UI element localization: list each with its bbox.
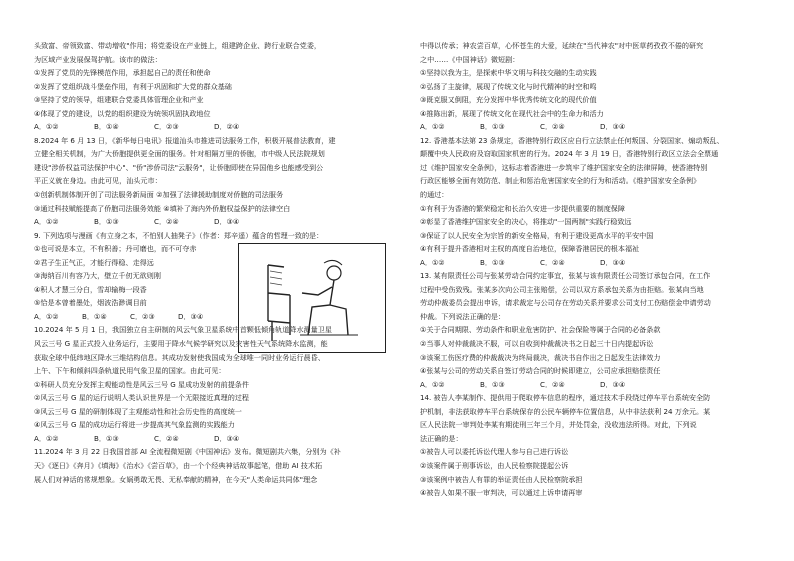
q9-statement: ④积人才慧三分白，雪却输梅一段香 [34, 284, 147, 294]
q9-statement: ⑤恰是本曾着墨处，烟波浩渺调目前 [34, 298, 147, 308]
q11-option-d[interactable]: D．③④ [600, 122, 626, 132]
q7-statement: ①发挥了党员的先锋模范作用，承担起自己的责任和使命 [34, 68, 211, 78]
q10-text-line: 10.2024 年 5 月 1 日，我国独立自主研制的风云气象卫星系统中首颗低倾角轨道降水测量卫星 [34, 325, 332, 335]
q13-statement: ①关于合同期限、劳动条件和职业危害防护、社会保险等属于合同的必备条款 [420, 325, 661, 335]
q13-text-line: 仲裁。下列说法正确的是： [420, 311, 506, 321]
q8-text-line: 8.2024 年 6 月 13 日，《新华每日电讯》报道汕头市推进司法服务工作，积极开展普法教育，建 [34, 135, 336, 145]
q8-option-a[interactable]: A．①② [34, 217, 59, 227]
q14-statement: ③该案例中被告人有罪的举证责任由人民检察院承担 [420, 474, 583, 484]
q7-option-a[interactable]: A．①② [34, 122, 59, 132]
q13-option-c[interactable]: C．②④ [540, 379, 565, 389]
q8-text-line: 平正义就在身边。由此可见，汕头元市： [34, 176, 162, 186]
q11-option-b[interactable]: B．①③ [480, 122, 505, 132]
q12-text-line: 行政区能够全面有效防范、制止和惩治危害国家安全的行为和活动。《维护国家安全条例》 [420, 176, 701, 186]
q12-option-c[interactable]: C．②④ [540, 257, 565, 267]
q9-statement: ①也可说是本立，不有积善；丹可磨也，而不可夺赤 [34, 244, 197, 254]
q11-statement: ③既克服又倒阻，充分发挥中华优秀传统文化的现代价值 [420, 95, 597, 105]
q14-statement: ④被告人如果不服一审判决，可以通过上诉申请再审 [420, 488, 583, 498]
q12-text-line: 颠覆中央人民政府及窃取国家机密的行为。2024 年 3 月 19 日，香港特别行政区立法会全票通 [420, 149, 719, 159]
q10-options [34, 432, 390, 446]
q14-text-line: 护机制，非法获取停车平台系统保存的公民车辆停车位置信息，从中非法获利 24 万余元。某 [420, 406, 711, 416]
q10-option-a[interactable]: A．①② [34, 433, 59, 443]
q13-option-d[interactable]: D．③④ [600, 379, 626, 389]
q13-text-line: 过程中受伤致残。张某多次向公司主张赔偿，公司以双方系承包关系为由拒赔。张某向当地 [420, 284, 704, 294]
q12-statement: ①有利于为香港的繁荣稳定和长治久安进一步提供重要的制度保障 [420, 203, 625, 213]
q9-option-d[interactable]: D．③④ [178, 311, 204, 321]
q11-statement: ①坚持以我为主，是探索中华文明与科技交融的生动实践 [420, 68, 597, 78]
q13-option-a[interactable]: A．①② [420, 379, 445, 389]
q8-statement: ①创新机制体制开创了司法服务新局面 ②加强了法律援助制度对侨胞的司法服务 [34, 190, 284, 200]
q11-option-a[interactable]: A．①② [420, 122, 445, 132]
q9-option-a[interactable]: A．①② [34, 311, 59, 321]
q9-option-b[interactable]: B．①④ [82, 311, 107, 321]
cartoon-illustration [238, 243, 386, 353]
q7-statement: ②发挥了党组织战斗堡垒作用，有利于巩固和扩大党的群众基础 [34, 81, 232, 91]
q9-option-c[interactable]: C．②③ [130, 311, 155, 321]
q12-option-a[interactable]: A．①② [420, 257, 445, 267]
q13-statement: ④张某与公司的劳动关系自签订劳动合同的时候即建立，公司应承担赔偿责任 [420, 366, 661, 376]
q11-text-line: 天》《逐日》《奔月》《填海》《治水》《尝百草》，由一个个经典神话故事起笔，借助 AI 技术拓 [34, 460, 323, 470]
q11-text-line: 11.2024 年 3 月 22 日我国首部 AI 全流程微短剧《中国神话》发布。微短剧共六集，分别为《补 [34, 447, 341, 457]
q10-text-line: 获取全球中低纬地区降水三维结构信息。其成功发射使我国成为全球唯一同时业务运行晨昏、 [34, 352, 325, 362]
q12-text-line: 过《维护国家安全条例》，这标志着香港进一步筑牢了维护国家安全的法律屏障，使香港特别 [420, 162, 708, 172]
q8-options [34, 215, 390, 229]
q10-text-line: 上午、下午和倾斜四条轨道民用气象卫星的国家。由此可见： [34, 366, 226, 376]
q9-block [34, 229, 390, 324]
q11-options [420, 120, 776, 134]
q9-options [34, 310, 234, 324]
q9-statement: ②君子生正气正，才能行得稳、走得远 [34, 257, 154, 267]
q7-option-d[interactable]: D．②④ [214, 122, 240, 132]
q11-statement: ②弘扬了主旋律，展现了传统文化与时代精神的时空和鸣 [420, 81, 597, 91]
q14-statement: ①被告人可以委托诉讼代理人参与自己进行诉讼 [420, 447, 569, 457]
q7-statement: ④体现了党的建设，以党的组织建设为统领巩固执政地位 [34, 108, 211, 118]
q14-text-line: 法正确的是： [420, 433, 463, 443]
q11-text-line: 展人们对神话的常规想象。女娲勇敢无畏、无私奉献的精神，在今天"人类命运共同体"理念 [34, 474, 318, 484]
q9-statement: ③海纳百川有容乃大，壁立千仞无欲则刚 [34, 271, 161, 281]
q12-text-line: 12. 香港基本法第 23 条规定，香港特别行政区应自行立法禁止任何叛国、分裂国家、煽动叛乱、 [420, 135, 724, 145]
q10-statement: ②风云三号 G 星的运行说明人类认识世界是一个无限接近真理的过程 [34, 393, 249, 403]
q14-statement: ②该案件属于刑事诉讼，由人民检察院提起公诉 [420, 460, 569, 470]
q10-option-b[interactable]: B．①③ [94, 433, 119, 443]
q12-statement: ②彰显了香港维护国家安全的决心，将推动"一国两制"实践行稳致远 [420, 217, 632, 227]
q13-statement: ②当事人对仲裁裁决不服，可以自收到仲裁裁决书之日起三十日内提起诉讼 [420, 339, 654, 349]
q12-statement: ③保证了以人民安全为宗旨的新安全格局，有利于建设更高水平的平安中国 [420, 230, 654, 240]
q14-text-line: 区人民法院一审判处李某有期徒刑三年三个月，并处罚金，没收违法所得。对此，下列说 [420, 420, 697, 430]
q10-option-d[interactable]: D．③④ [214, 433, 240, 443]
right-column [420, 39, 776, 500]
q8-text-line: 建设"涉侨权益司法保护中心"、"侨"涉侨司法"云服务"，让侨胞即使在异国他乡也能感受到公 [34, 162, 324, 172]
q12-statement: ④有利于提升香港相对主权的高度自治地位，保障香港居民的根本福祉 [420, 244, 640, 254]
q12-options [420, 256, 776, 270]
q7-option-c[interactable]: C．②③ [154, 122, 179, 132]
q9-text-line: 9. 下列选项与漫画《有立身之本，不怕别人抽凳子》（作者：郑辛遥）蕴含的哲理一致的是： [34, 230, 324, 240]
q13-text-line: 13. 某有限责任公司与张某劳动合同约定事宜，张某与该有限责任公司签订承包合同，在工作 [420, 271, 711, 281]
q8-text-line: 立健全相关机制，为广大侨胞提供更全面的服务。针对相隔万里的侨胞，市中级人民法院规划 [34, 149, 325, 159]
q12-option-b[interactable]: B．①③ [480, 257, 505, 267]
q8-option-b[interactable]: B．①③ [94, 217, 119, 227]
left-column [34, 39, 390, 486]
q10-text-line: 风云三号 G 星正式投入业务运行，主要用于降水气候学研究以及灾害性天气系统降水监测，能 [34, 339, 328, 349]
q10-statement: ④风云三号 G 星的成功运行将进一步提高其气象监测的实践能力 [34, 420, 235, 430]
q7-options [34, 120, 390, 134]
q10-statement: ③风云三号 G 星的研制体现了主观能动性和社会历史性的高度统一 [34, 406, 242, 416]
q7-text-line: 头致富、帝领致富、带动增收"作用；将党委设在产业链上，组建跨企业、跨行业联合党委， [34, 41, 322, 50]
q11-statement: ④推陈出新，展现了传统文化在现代社会中的生命力和活力 [420, 108, 604, 118]
q7-option-b[interactable]: B．①④ [94, 122, 119, 132]
q8-statement: ③通过科技赋能提高了侨胞司法服务效能 ④填补了海内外侨胞权益保护的法律空白 [34, 203, 291, 213]
q7-text-line: 为区域产业发展保驾护航。该市的做法： [34, 54, 162, 64]
q13-options [420, 378, 776, 392]
q13-text-line: 劳动仲裁委员会提出申诉，请求裁定与公司存在劳动关系并要求公司支付工伤赔偿金申请劳动 [420, 298, 711, 308]
q8-option-d[interactable]: D．③④ [214, 217, 240, 227]
q11-option-c[interactable]: C．②④ [540, 122, 565, 132]
q11-text-line: 之中……《中国神话》微短剧： [420, 54, 520, 64]
q12-text-line: 的通过： [420, 190, 449, 200]
q11-text-line: 中得以传承；神农尝百草，心怀苍生的大爱，延续在"当代神农"对中医草药孜孜不倦的研究 [420, 41, 704, 50]
q10-option-c[interactable]: C．②④ [154, 433, 179, 443]
q14-text-line: 14. 被告人李某制作、提供用于爬取停车信息的程序，通过技术手段绕过停车平台系统安全防 [420, 393, 711, 403]
q13-option-b[interactable]: B．①③ [480, 379, 505, 389]
q8-option-c[interactable]: C．②④ [154, 217, 179, 227]
q7-statement: ③坚持了党的领导，组建联合党委具体管理企业和产业 [34, 95, 204, 105]
q12-option-d[interactable]: D．③④ [600, 257, 626, 267]
q13-statement: ③该案工伤医疗费的仲裁裁决为终局裁决，裁决书自作出之日起发生法律效力 [420, 352, 661, 362]
q10-statement: ①科研人员充分发挥主观能动性是风云三号 G 星成功发射的前提条件 [34, 379, 249, 389]
